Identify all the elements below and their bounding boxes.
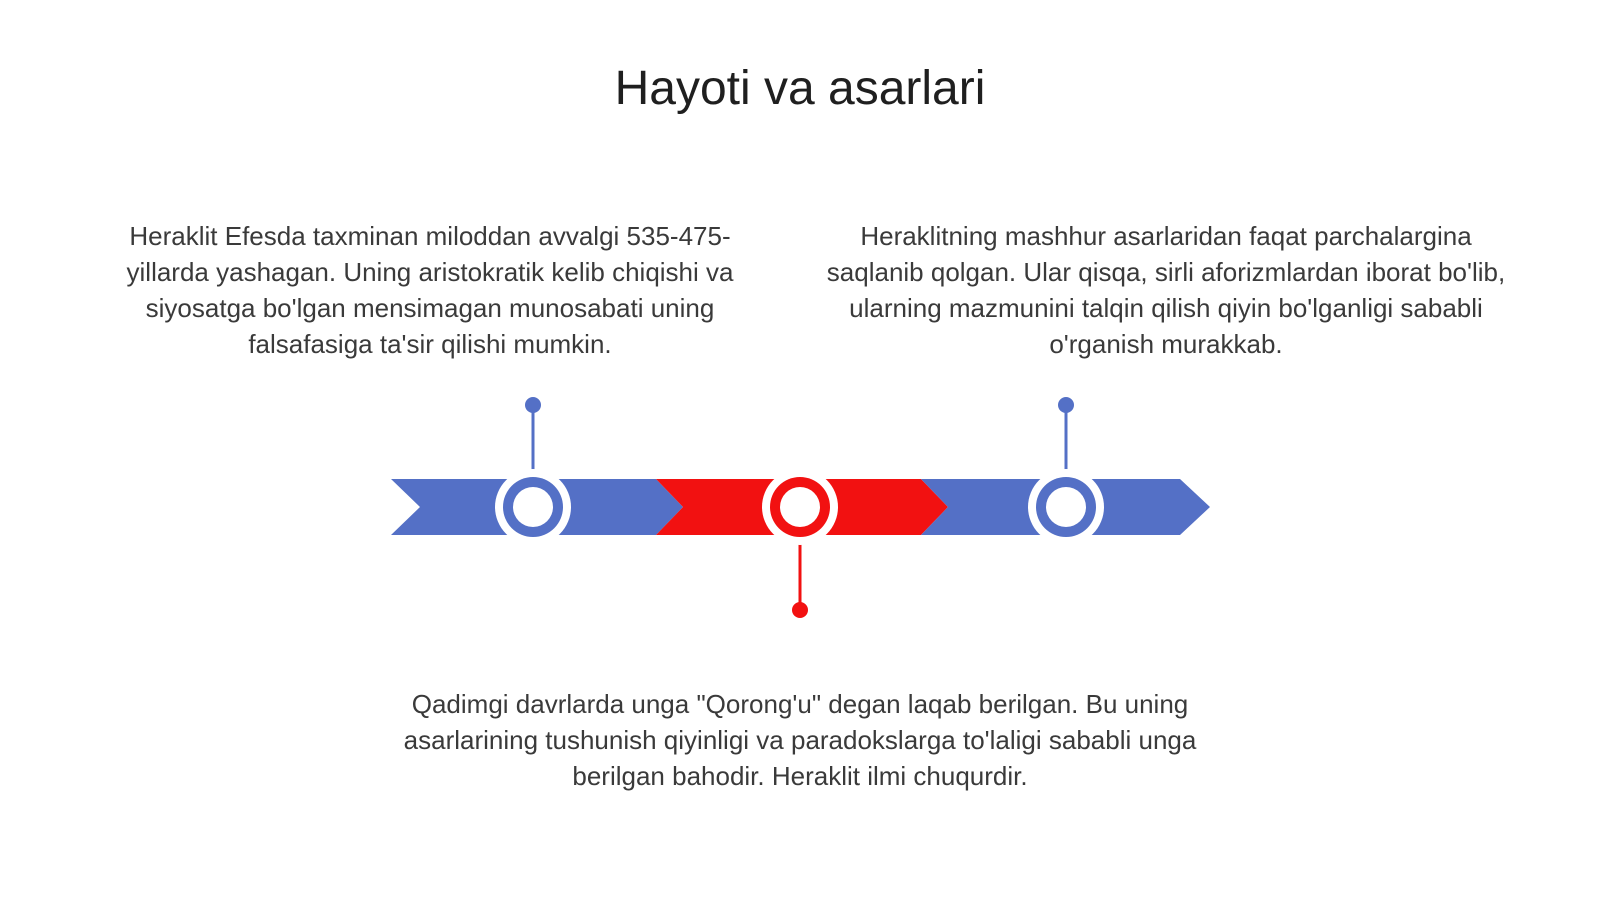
timeline-dot-2 — [792, 602, 808, 618]
slide-title: Hayoti va asarlari — [614, 62, 986, 115]
text-block-bottom: Qadimgi davrlarda unga "Qorong'u" degan laqab berilgan. Bu uning asarlarining tushunish qiyinligi va paradokslarga to'laligi sababli unga berilgan bahodir. Heraklit ilmi chuqurdir. — [403, 689, 1197, 791]
timeline-dot-3 — [1058, 397, 1074, 413]
timeline-milestone-2 — [762, 469, 838, 545]
text-block-right: Heraklitning mashhur asarlaridan faqat parchalargina saqlanib qolgan. Ular qisqa, sirli aforizmlardan iborat bo'lib, ularning mazmunini talqin qilish qiyin bo'lganligi sababli o'rganish murakkab. — [826, 221, 1506, 359]
timeline-milestone-1 — [495, 469, 571, 545]
text-block-left: Heraklit Efesda taxminan miloddan avvalgi 535-475-yillarda yashagan. Uning aristokratik kelib chiqishi va siyosatga bo'lgan mensimagan munosabati uning falsafasiga ta'sir qilishi mumkin. — [126, 221, 734, 359]
timeline-milestone-3 — [1028, 469, 1104, 545]
timeline-dot-1 — [525, 397, 541, 413]
